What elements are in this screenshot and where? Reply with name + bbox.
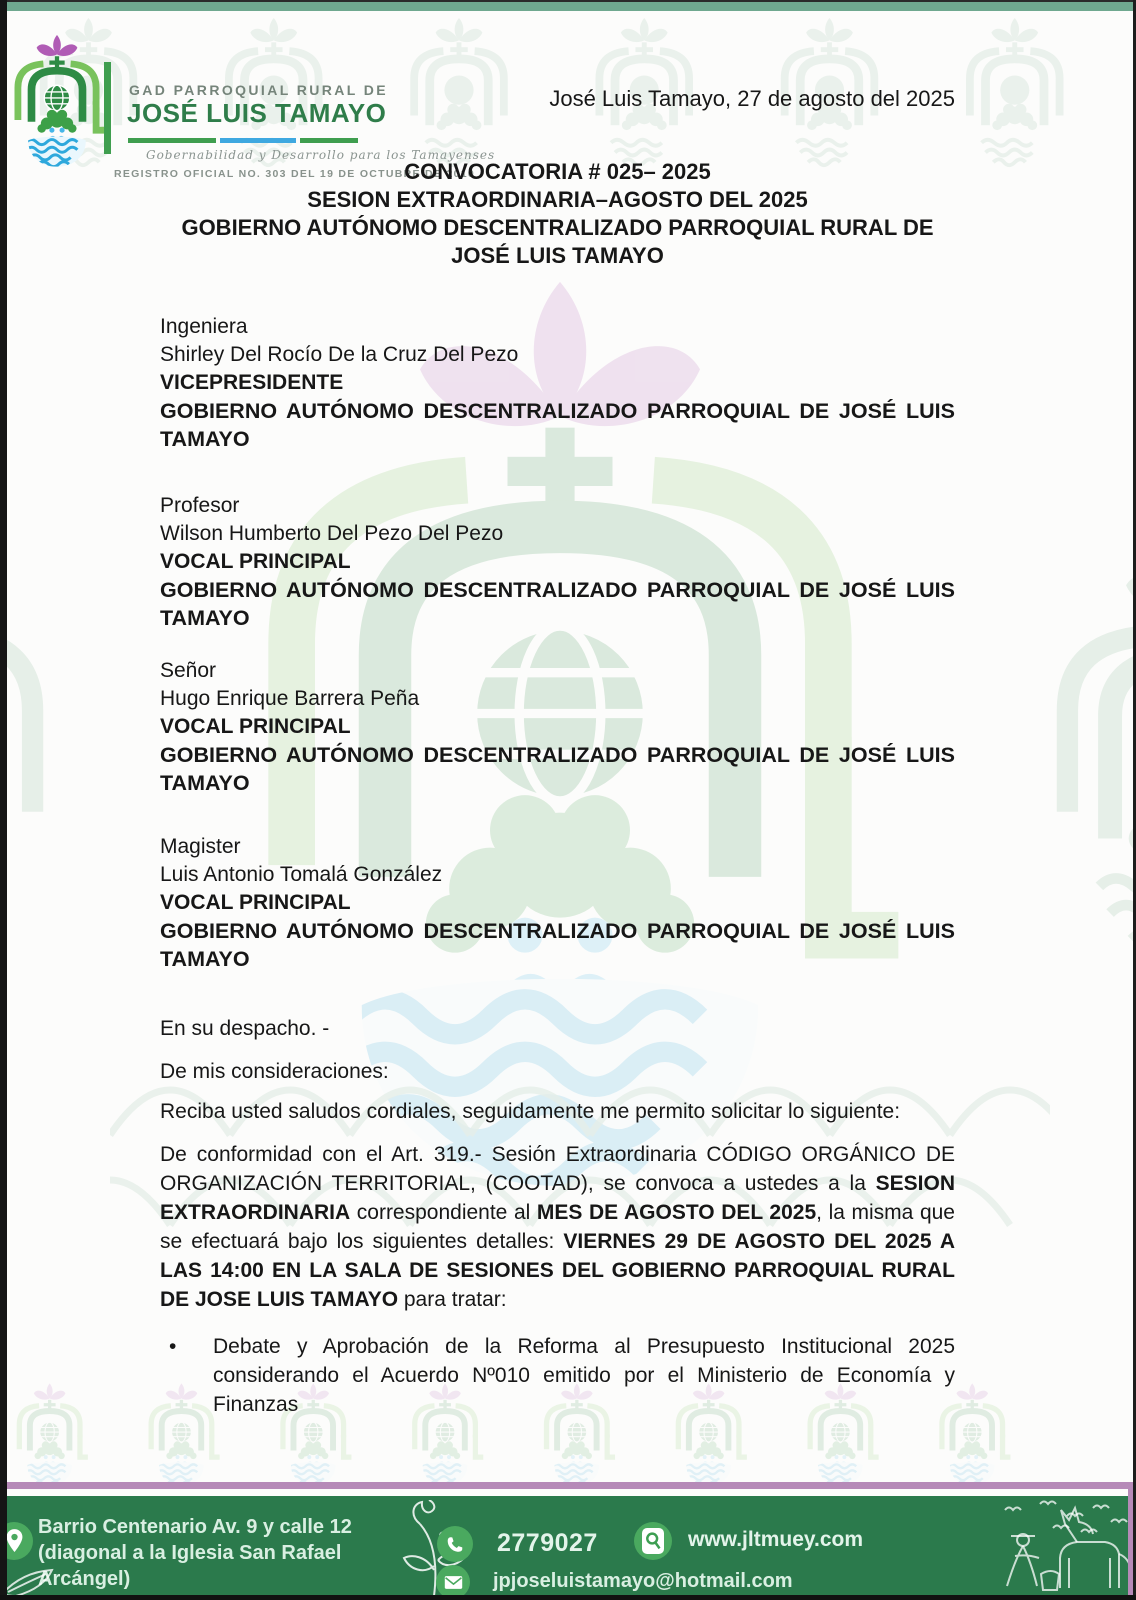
body-text-segment: De conformidad con el Art. 319.- Sesión Extraordinaria CÓDIGO ORGÁNICO DE ORGANIZACIÓN TERRITORIAL, (COOTAD), se convoca a ustedes a la [160, 1143, 955, 1195]
footer-email: jpjoseluistamayo@hotmail.com [493, 1570, 793, 1592]
crest-watermark-right-edge [1030, 540, 1136, 977]
recipient-role: VOCAL PRINCIPAL [160, 715, 351, 738]
rule-green-right [300, 138, 358, 143]
body-text-segment: correspondiente al [350, 1201, 537, 1224]
document-date: José Luis Tamayo, 27 de agosto del 2025 [549, 86, 955, 111]
body-text-segment-bold: SESION EXTRAORDINARIA [160, 1172, 955, 1224]
org-slogan: Gobernabilidad y Desarrollo para los Tamayenses [146, 148, 496, 162]
convocation-paragraph [160, 1140, 955, 1314]
address-line: Arcángel) [38, 1568, 131, 1590]
recipient-org: GOBIERNO AUTÓNOMO DESCENTRALIZADO PARROQUIAL DE JOSÉ LUIS TAMAYO [160, 743, 955, 795]
website-icon [634, 1522, 672, 1560]
recipient-block [160, 833, 955, 973]
org-type-label: GAD PARROQUIAL RURAL DE [129, 82, 388, 98]
countryside-sketch [855, 1496, 1136, 1596]
agenda-item [160, 1332, 955, 1419]
footer-accent-line [0, 1482, 1136, 1489]
letterhead-divider-bar [104, 62, 111, 154]
footer-band [0, 1496, 1136, 1600]
org-name: JOSÉ LUIS TAMAYO [127, 98, 387, 128]
consideraciones-line: De mis consideraciones: [160, 1060, 389, 1083]
org-registry-line: REGISTRO OFICIAL NO. 303 DEL 19 DE OCTUBRE DE 2010 [114, 168, 476, 180]
parish-crest-logo [6, 33, 108, 173]
scan-edge-top [0, 0, 1136, 2]
footer-address [38, 1514, 403, 1592]
bullet-marker: • [169, 1335, 177, 1358]
greeting-line: Reciba usted saludos cordiales, seguidamente me permito solicitar lo siguiente: [160, 1100, 901, 1123]
recipient-role: VOCAL PRINCIPAL [160, 550, 351, 573]
recipient-salutation: Profesor [160, 494, 240, 517]
document-body [160, 313, 955, 1419]
crest-watermark-left-edge [0, 540, 70, 977]
document-title [160, 158, 955, 270]
title-line-2: SESION EXTRAORDINARIA–AGOSTO DEL 2025 [307, 187, 808, 212]
scan-edge-left [0, 0, 7, 1600]
agenda-item-text: Debate y Aprobación de la Reforma al Presupuesto Institucional 2025 considerando el Acuerdo Nº010 emitido por el Ministerio de Economía y Finanzas [213, 1335, 955, 1416]
letterhead-rule [128, 138, 358, 143]
rule-green-left [128, 138, 216, 143]
recipient-block [160, 657, 955, 797]
page-magnifier-glyph [642, 1528, 664, 1554]
footer-phone: 2779027 [497, 1529, 598, 1557]
title-line-3: GOBIERNO AUTÓNOMO DESCENTRALIZADO PARROQUIAL RURAL DE JOSÉ LUIS TAMAYO [181, 215, 934, 268]
rule-blue-center [220, 138, 296, 143]
recipient-name: Shirley Del Rocío De la Cruz Del Pezo [160, 343, 519, 366]
body-text-segment-bold: VIERNES 29 DE AGOSTO DEL 2025 A LAS 14:00 EN LA SALA DE SESIONES DEL GOBIERNO PARROQUIAL RURAL DE JOSE LUIS TAMAYO [160, 1230, 955, 1311]
recipient-org: GOBIERNO AUTÓNOMO DESCENTRALIZADO PARROQUIAL DE JOSÉ LUIS TAMAYO [160, 919, 955, 971]
recipient-block [160, 313, 955, 453]
phone-icon [437, 1526, 473, 1562]
footer-website: www.jltmuey.com [688, 1528, 864, 1551]
recipient-role: VICEPRESIDENTE [160, 371, 344, 394]
recipient-block [160, 492, 955, 632]
scan-edge-bottom [0, 1595, 1136, 1600]
recipient-name: Luis Antonio Tomalá González [160, 863, 443, 886]
top-green-strip [0, 2, 1136, 11]
address-line: (diagonal a la Iglesia San Rafael [38, 1542, 342, 1564]
body-text-segment: , la misma que se efectuará bajo los siguientes detalles: [160, 1201, 955, 1253]
recipient-name: Wilson Humberto Del Pezo Del Pezo [160, 522, 504, 545]
recipient-salutation: Ingeniera [160, 315, 248, 338]
address-line: Barrio Centenario Av. 9 y calle 12 [38, 1516, 352, 1538]
recipient-role: VOCAL PRINCIPAL [160, 891, 351, 914]
recipient-org: GOBIERNO AUTÓNOMO DESCENTRALIZADO PARROQUIAL DE JOSÉ LUIS TAMAYO [160, 399, 955, 451]
recipient-salutation: Magister [160, 835, 241, 858]
body-text-segment: para tratar: [398, 1288, 507, 1311]
despacho-line: En su despacho. - [160, 1017, 330, 1040]
body-text-segment-bold: MES DE AGOSTO DEL 2025 [536, 1201, 817, 1224]
email-icon [436, 1565, 470, 1599]
title-line-1: CONVOCATORIA # 025– 2025 [404, 159, 711, 184]
recipient-org: GOBIERNO AUTÓNOMO DESCENTRALIZADO PARROQUIAL DE JOSÉ LUIS TAMAYO [160, 578, 955, 630]
recipient-name: Hugo Enrique Barrera Peña [160, 687, 420, 710]
recipient-salutation: Señor [160, 659, 217, 682]
